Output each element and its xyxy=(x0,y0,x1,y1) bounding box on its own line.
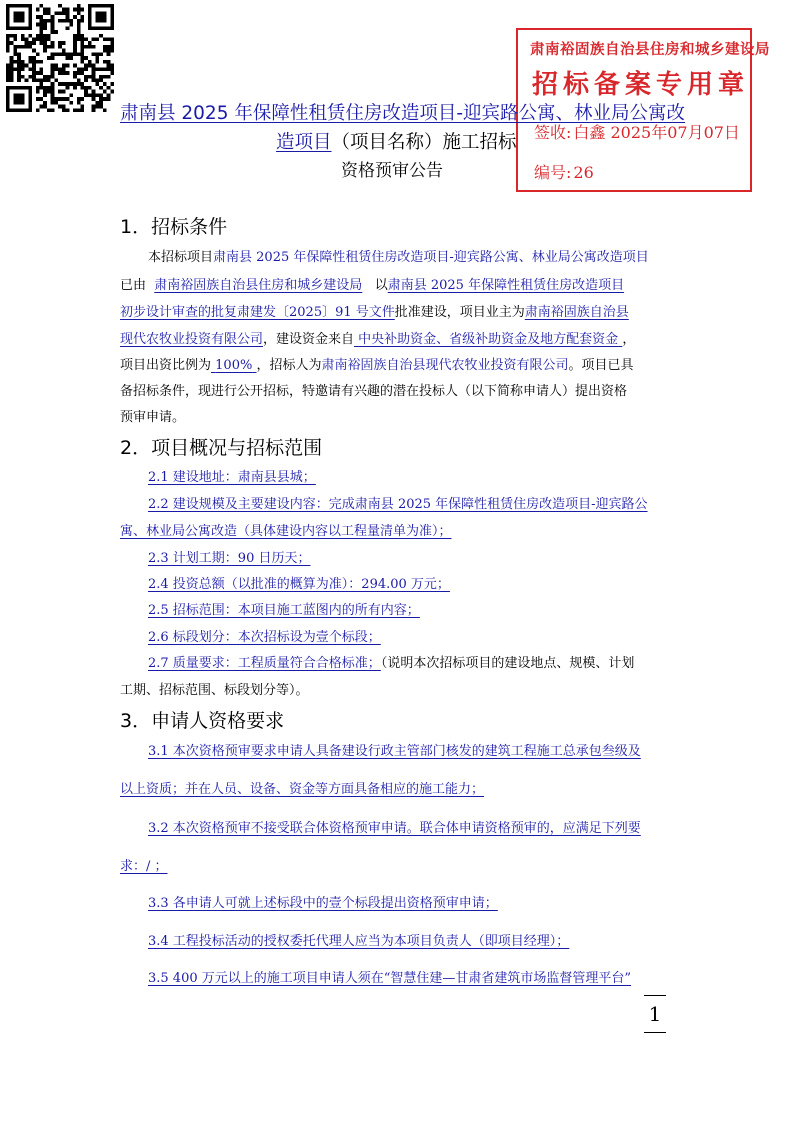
stamp-title: 招标备案专用章 xyxy=(532,70,750,100)
section1-line7: 预审申请。 xyxy=(120,410,186,425)
section3-item5: 3.5 400 万元以上的施工项目申请人须在“智慧住建—甘肃省建筑市场监督管理平台” xyxy=(148,971,632,986)
page-number xyxy=(640,995,670,1033)
page-subtitle: 资格预审公告 xyxy=(341,161,443,181)
section3-heading: 3．申请人资格要求 xyxy=(120,710,285,732)
section2-item7-line1: 2.7 质量要求：工程质量符合合格标准；（说明本次招标项目的建设地点、规模、计划 xyxy=(148,656,635,671)
page-title-line1: 肃南县 2025 年保障性租赁住房改造项目-迎宾路公寓、林业局公寓改 xyxy=(120,103,686,124)
section3-item2-line1: 3.2 本次资格预审不接受联合体资格预审申请。联合体申请资格预审的，应满足下列要 xyxy=(148,821,641,836)
section2-item2-line2: 寓、林业局公寓改造（具体建设内容以工程量清单为准）； xyxy=(120,524,452,539)
page-number-rule-bottom xyxy=(644,1032,666,1033)
stamp-authority: 肃南裕固族自治县住房和城乡建设局 xyxy=(530,42,770,58)
section3-item2-line2: 求：/ ； xyxy=(120,859,168,874)
section1-line4: 现代农牧业投资有限公司，建设资金来自 中央补助资金、省级补助资金及地方配套资金 ， xyxy=(120,332,636,347)
page-number-rule-top xyxy=(644,995,666,996)
section1-line2: 已由 肃南裕固族自治县住房和城乡建设局 以肃南县 2025 年保障性租赁住房改造项目 xyxy=(120,278,625,293)
section3-item3: 3.3 各申请人可就上述标段中的壹个标段提出资格预审申请； xyxy=(148,896,498,911)
section3-item1-line1: 3.1 本次资格预审要求申请人具备建设行政主管部门核发的建筑工程施工总承包叁级及 xyxy=(148,744,641,759)
stamp-signed: 签收: 白鑫 2025年07月07日 xyxy=(534,123,740,142)
section2-item6: 2.6 标段划分：本次招标设为壹个标段； xyxy=(148,630,381,645)
page-title-line2: 造项目（项目名称）施工招标 xyxy=(276,132,517,153)
section2-item7-line2: 工期、招标范围、标段划分等）。 xyxy=(120,683,309,698)
section3-item4: 3.4 工程投标活动的授权委托代理人应当为本项目负责人（即项目经理）； xyxy=(148,934,570,949)
qr-code-image xyxy=(6,4,114,112)
section1-line5: 项目出资比例为 100% ，招标人为肃南裕固族自治县现代农牧业投资有限公司。项目已具 xyxy=(120,358,634,373)
section2-item4: 2.4 投资总额（以批准的概算为准）：294.00 万元； xyxy=(148,577,450,592)
section1-line3: 初步设计审查的批复肃建发〔2025〕91 号文件批准建设，项目业主为肃南裕固族自治县 xyxy=(120,305,629,320)
section3-item1-line2: 以上资质；并在人员、设备、资金等方面具备相应的施工能力； xyxy=(120,782,485,797)
section2-item3: 2.3 计划工期：90 日历天； xyxy=(148,551,311,566)
section2-heading: 2．项目概况与招标范围 xyxy=(120,437,323,459)
section2-item2-line1: 2.2 建设规模及主要建设内容：完成肃南县 2025 年保障性租赁住房改造项目-迎宾路公 xyxy=(148,497,648,512)
section2-item1: 2.1 建设地址：肃南县县城； xyxy=(148,470,316,485)
section1-line6: 备招标条件，现进行公开招标，特邀请有兴趣的潜在投标人（以下简称申请人）提出资格 xyxy=(120,384,628,399)
stamp-number: 编号: 26 xyxy=(534,163,594,182)
section1-line1: 本招标项目肃南县 2025 年保障性租赁住房改造项目-迎宾路公寓、林业局公寓改造项目 xyxy=(148,250,649,265)
section2-item5: 2.5 招标范围：本项目施工蓝图内的所有内容； xyxy=(148,603,420,618)
page-number-value: 1 xyxy=(648,1002,662,1026)
section1-heading: 1．招标条件 xyxy=(120,216,228,238)
